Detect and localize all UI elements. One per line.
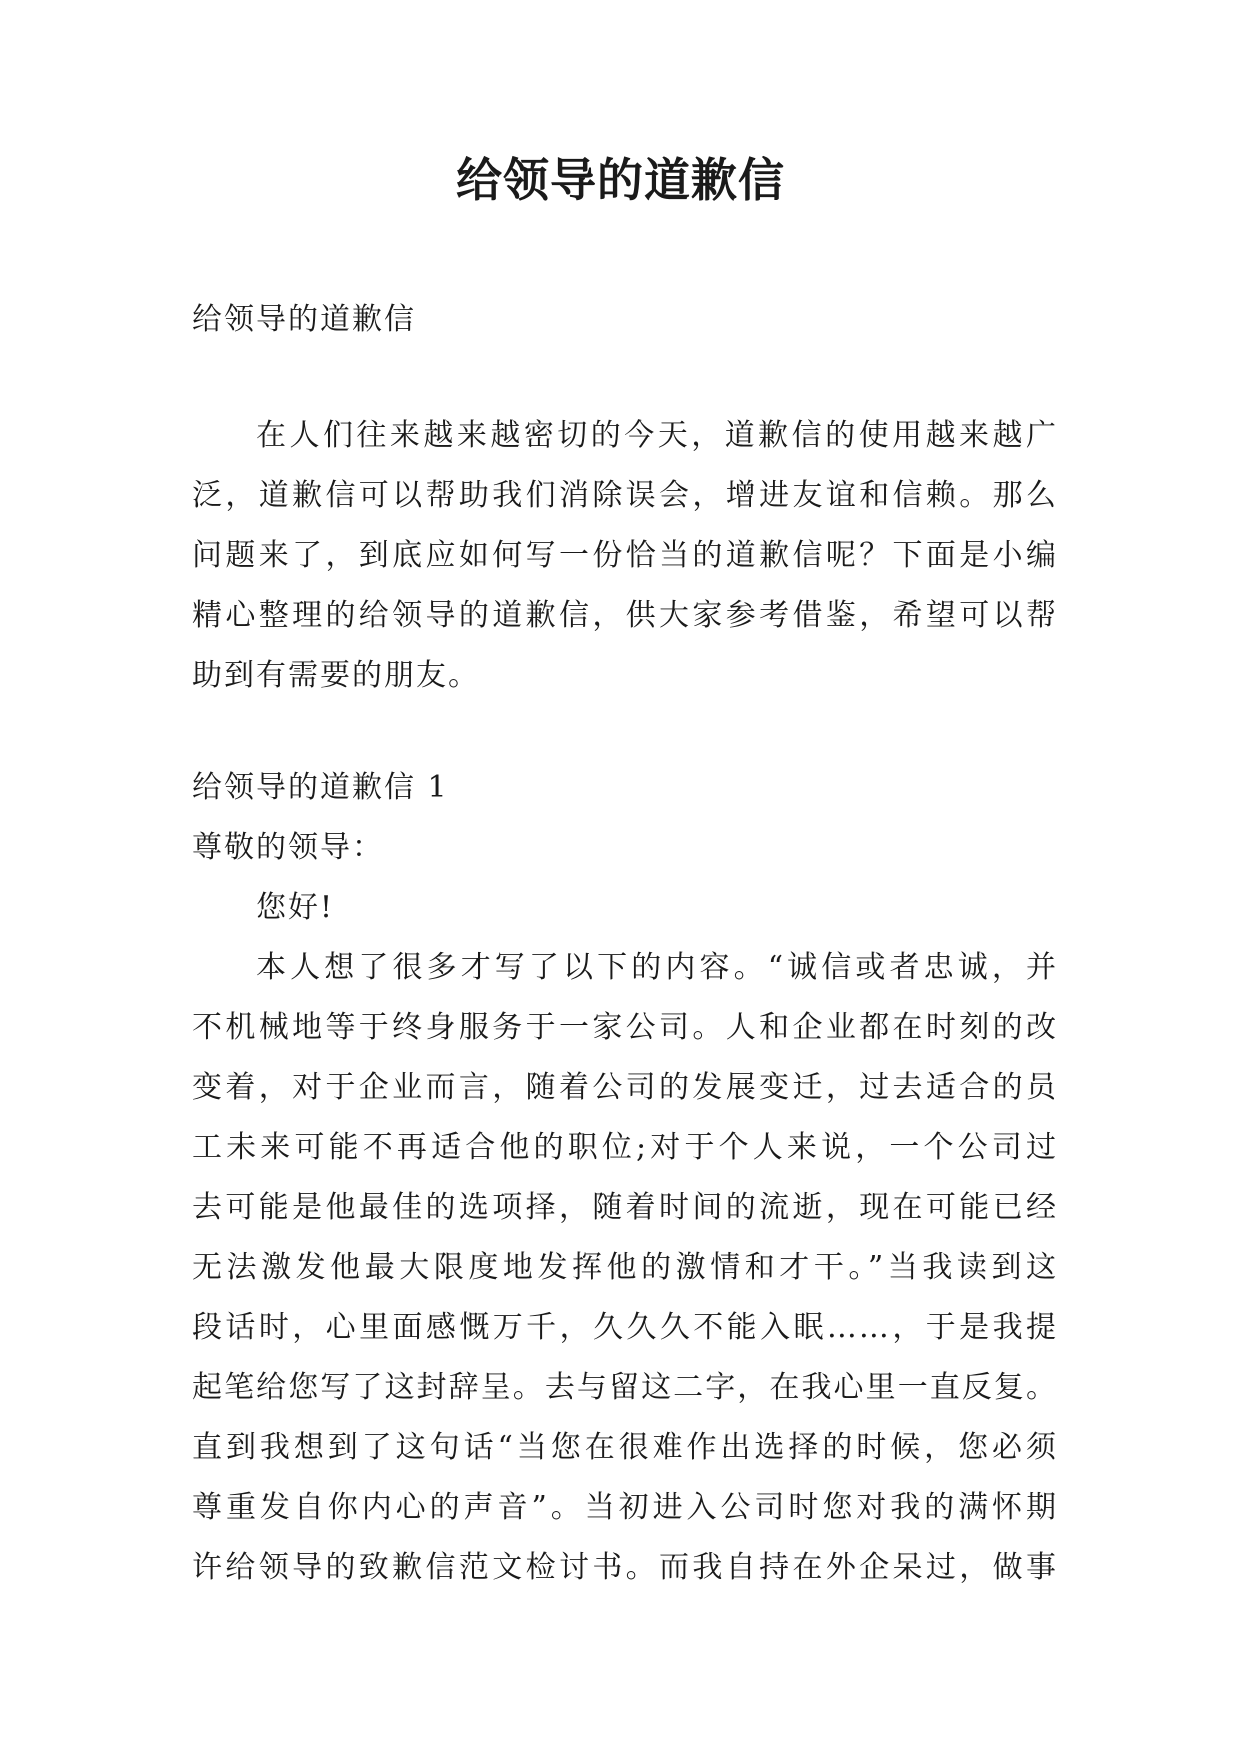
letter-salutation: 尊敬的领导： <box>192 830 384 865</box>
intro-line: 问题来了，到底应如何写一份恰当的道歉信呢？下面是小编 <box>192 538 1058 573</box>
body-line: 去可能是他最佳的选项择，随着时间的流逝，现在可能已经 <box>192 1190 1058 1225</box>
spacer <box>192 706 1058 758</box>
intro-line: 在人们往来越来越密切的今天，道歉信的使用越来越广 <box>256 418 1058 453</box>
body-line: 工未来可能不再适合他的职位;对于个人来说，一个公司过 <box>192 1130 1058 1165</box>
intro-line: 精心整理的给领导的道歉信，供大家参考借鉴，希望可以帮 <box>192 598 1058 633</box>
document-subtitle: 给领导的道歉信 <box>192 302 416 337</box>
body-line: 直到我想到了这句话“当您在很难作出选择的时候，您必须 <box>192 1430 1058 1465</box>
body-line: 无法激发他最大限度地发挥他的激情和才干。”当我读到这 <box>192 1250 1058 1285</box>
body-line: 变着，对于企业而言，随着公司的发展变迁，过去适合的员 <box>192 1070 1058 1105</box>
letter-greeting: 您好! <box>256 890 335 925</box>
body-line: 本人想了很多才写了以下的内容。“诚信或者忠诚，并 <box>256 950 1058 985</box>
body-line: 尊重发自你内心的声音”。当初进入公司时您对我的满怀期 <box>192 1490 1058 1525</box>
body-line: 起笔给您写了这封辞呈。去与留这二字，在我心里一直反复。 <box>192 1370 1058 1405</box>
document-title: 给领导的道歉信 <box>456 153 785 207</box>
letter-body-paragraph <box>192 938 1058 1598</box>
intro-paragraph <box>192 406 1058 706</box>
body-line: 段话时，心里面感慨万千，久久久不能入眠……，于是我提 <box>192 1310 1058 1345</box>
intro-line: 助到有需要的朋友。 <box>192 658 480 693</box>
intro-line: 泛，道歉信可以帮助我们消除误会，增进友谊和信赖。那么 <box>192 478 1058 513</box>
body-line: 许给领导的致歉信范文检讨书。而我自持在外企呆过，做事 <box>192 1550 1058 1585</box>
spacer <box>192 350 1058 406</box>
body-line: 不机械地等于终身服务于一家公司。人和企业都在时刻的改 <box>192 1010 1058 1045</box>
document-body <box>192 290 1058 1598</box>
letter-heading: 给领导的道歉信 1 <box>192 770 449 805</box>
